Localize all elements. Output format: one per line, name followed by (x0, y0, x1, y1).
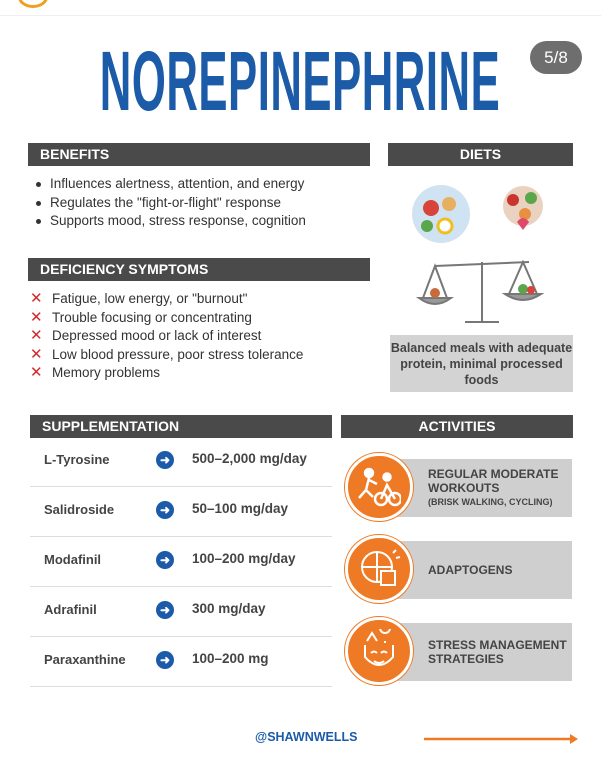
title-text: NOREPINEPHRINE (99, 34, 501, 128)
supplement-dose: 100–200 mg/day (192, 551, 296, 566)
x-icon: ✕ (30, 290, 43, 307)
activity-card (345, 455, 573, 519)
arrow-right-icon: ➜ (156, 651, 174, 669)
diet-caption: Balanced meals with adequate protein, minimal processed foods (390, 335, 573, 392)
x-icon: ✕ (30, 327, 43, 344)
calm-head-icon (345, 617, 413, 685)
table-row (30, 537, 332, 587)
deficiency-list (30, 290, 303, 383)
list-item (30, 346, 303, 365)
supplement-name: L-Tyrosine (44, 452, 110, 467)
activity-label-box (390, 459, 572, 517)
item-text: Fatigue, low energy, or "burnout" (52, 291, 248, 306)
activity-label: STRESS MANAGEMENT STRATEGIES (428, 638, 567, 666)
list-item (30, 327, 303, 346)
cycling-icon (345, 453, 413, 521)
list-item (30, 309, 303, 328)
list-item (30, 290, 303, 309)
arrow-right-icon: ➜ (156, 601, 174, 619)
activity-label: ADAPTOGENS (428, 563, 513, 577)
supplement-dose: 500–2,000 mg/day (192, 451, 307, 466)
item-text: Depressed mood or lack of interest (52, 328, 262, 343)
supplement-name: Salidroside (44, 502, 115, 517)
list-item: Influences alertness, attention, and energy (28, 175, 306, 194)
arrow-right-icon: ➜ (156, 451, 174, 469)
supplement-dose: 300 mg/day (192, 601, 266, 616)
page-indicator-badge: 5/8 (530, 41, 582, 74)
supplement-name: Paraxanthine (44, 652, 126, 667)
activity-label: REGULAR MODERATE WORKOUTS (428, 467, 559, 495)
supplement-name: Adrafinil (44, 602, 97, 617)
activity-sublabel: (BRISK WALKING, CYCLING) (428, 497, 553, 507)
benefits-list (28, 175, 306, 231)
supplement-dose: 50–100 mg/day (192, 501, 289, 516)
table-row (30, 437, 332, 487)
x-icon: ✕ (30, 345, 43, 363)
food-icon (503, 186, 543, 230)
page-title (56, 36, 545, 126)
activity-card (345, 537, 573, 601)
diet-illustrations (405, 180, 565, 325)
arrow-right-icon: ➜ (156, 551, 174, 569)
supplement-name: Modafinil (44, 552, 102, 567)
list-item: Regulates the "fight-or-flight" response (28, 194, 306, 213)
benefits-header: BENEFITS (28, 143, 370, 166)
footer-handle[interactable]: @SHAWNWELLS (255, 730, 358, 744)
list-item (30, 364, 303, 383)
globe-puzzle-icon (345, 535, 413, 603)
arrow-right-icon (424, 732, 580, 746)
table-row (30, 487, 332, 537)
top-bar (0, 0, 601, 16)
diets-header: DIETS (388, 143, 573, 166)
supplementation-header: SUPPLEMENTATION (30, 415, 332, 438)
item-text: Memory problems (52, 365, 161, 380)
table-row (30, 587, 332, 637)
x-icon: ✕ (30, 308, 43, 326)
arrow-right-icon: ➜ (156, 501, 174, 519)
supplement-dose: 100–200 mg (192, 651, 269, 666)
activity-card (345, 619, 573, 683)
item-text: Low blood pressure, poor stress tolerance (52, 346, 304, 362)
item-text: Trouble focusing or concentrating (52, 309, 252, 325)
table-row (30, 637, 332, 687)
x-icon: ✕ (30, 364, 43, 381)
plate-icon (412, 185, 470, 243)
activity-label-box (390, 623, 572, 681)
activity-label-box (390, 541, 572, 599)
deficiency-header: DEFICIENCY SYMPTOMS (28, 258, 370, 281)
activities-header: ACTIVITIES (341, 415, 573, 438)
list-item: Supports mood, stress response, cognition (28, 212, 306, 231)
